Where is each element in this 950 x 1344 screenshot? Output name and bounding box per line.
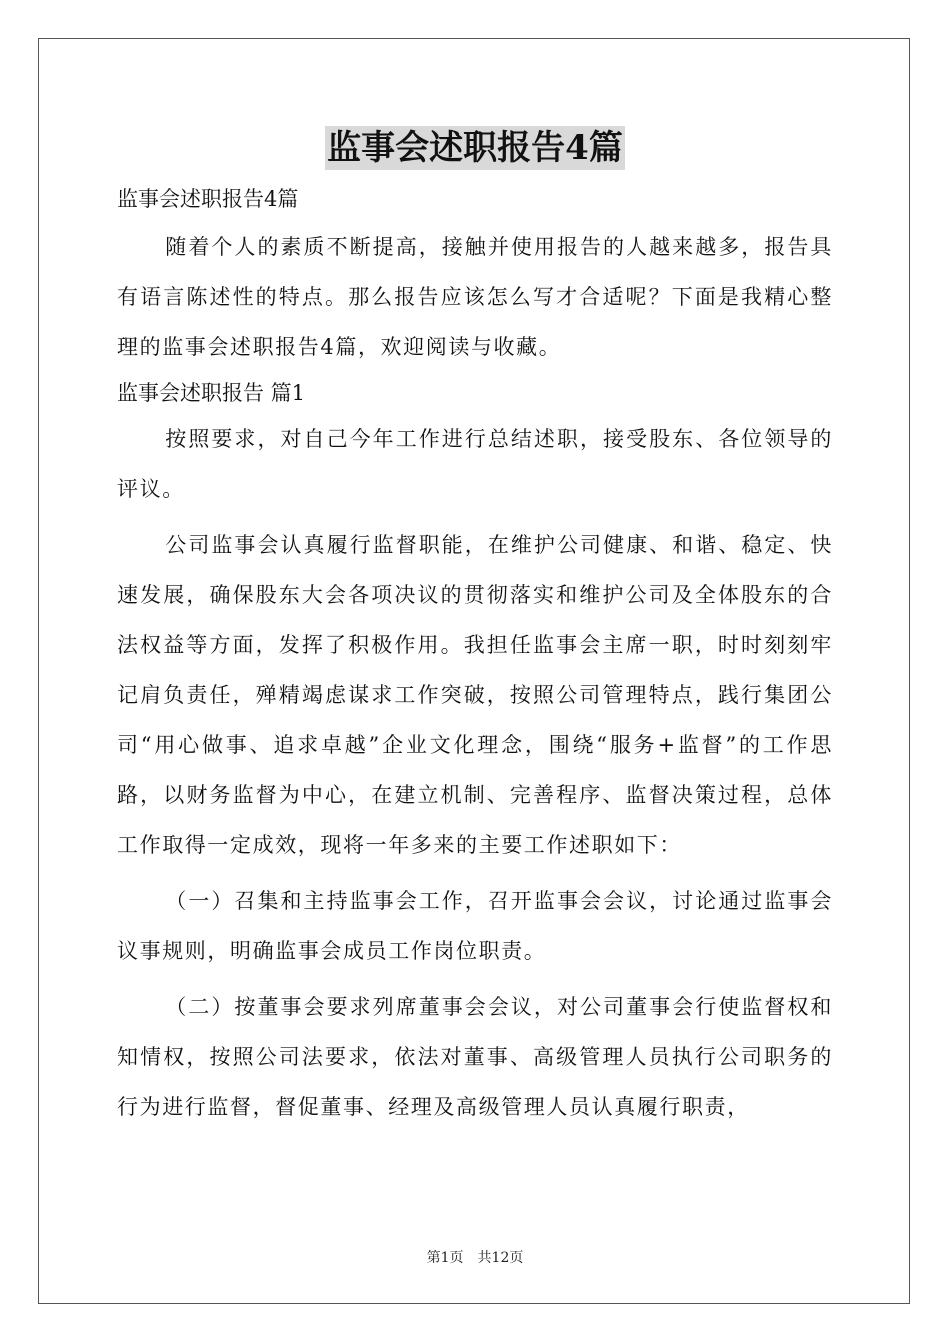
- page-number: 第1页: [426, 1250, 464, 1266]
- intro-paragraph: 随着个人的素质不断提高，接触并使用报告的人越来越多，报告具有语言陈述性的特点。那么报告应该怎么写才合适呢？下面是我精心整理的监事会述职报告4篇，欢迎阅读与收藏。: [117, 235, 833, 359]
- document-title: 监事会述职报告4篇: [327, 128, 623, 168]
- page-total: 共12页: [477, 1250, 524, 1266]
- paragraph-2: 公司监事会认真履行监督职能，在维护公司健康、和谐、稳定、快速发展，确保股东大会各项决议的贯彻落实和维护公司及全体股东的合法权益等方面，发挥了积极作用。我担任监事会主席一职，时时刻刻牢记肩负责任，殚精竭虑谋求工作突破，按照公司管理特点，践行集团公司“用心做事、追求卓越”企业文化理念，围绕“服务+监督”的工作思路，以财务监督为中心，在建立机制、完善程序、监督决策过程，总体工作取得一定成效，现将一年多来的主要工作述职如下：: [117, 533, 833, 857]
- document-subtitle: 监事会述职报告4篇: [117, 187, 299, 211]
- paragraph-3: （一）召集和主持监事会工作，召开监事会会议，讨论通过监事会议事规则，明确监事会成员工作岗位职责。: [117, 889, 833, 963]
- document-body: [117, 178, 833, 1132]
- paragraph-1: 按照要求，对自己今年工作进行总结述职，接受股东、各位领导的评议。: [117, 427, 833, 501]
- page-footer: [0, 1247, 950, 1267]
- paragraph-4: （二）按董事会要求列席董事会会议，对公司董事会行使监督权和知情权，按照公司法要求，依法对董事、高级管理人员执行公司职务的行为进行监督，督促董事、经理及高级管理人员认真履行职责，: [117, 995, 833, 1119]
- section-heading: 监事会述职报告 篇1: [117, 381, 306, 405]
- title-container: [0, 126, 950, 170]
